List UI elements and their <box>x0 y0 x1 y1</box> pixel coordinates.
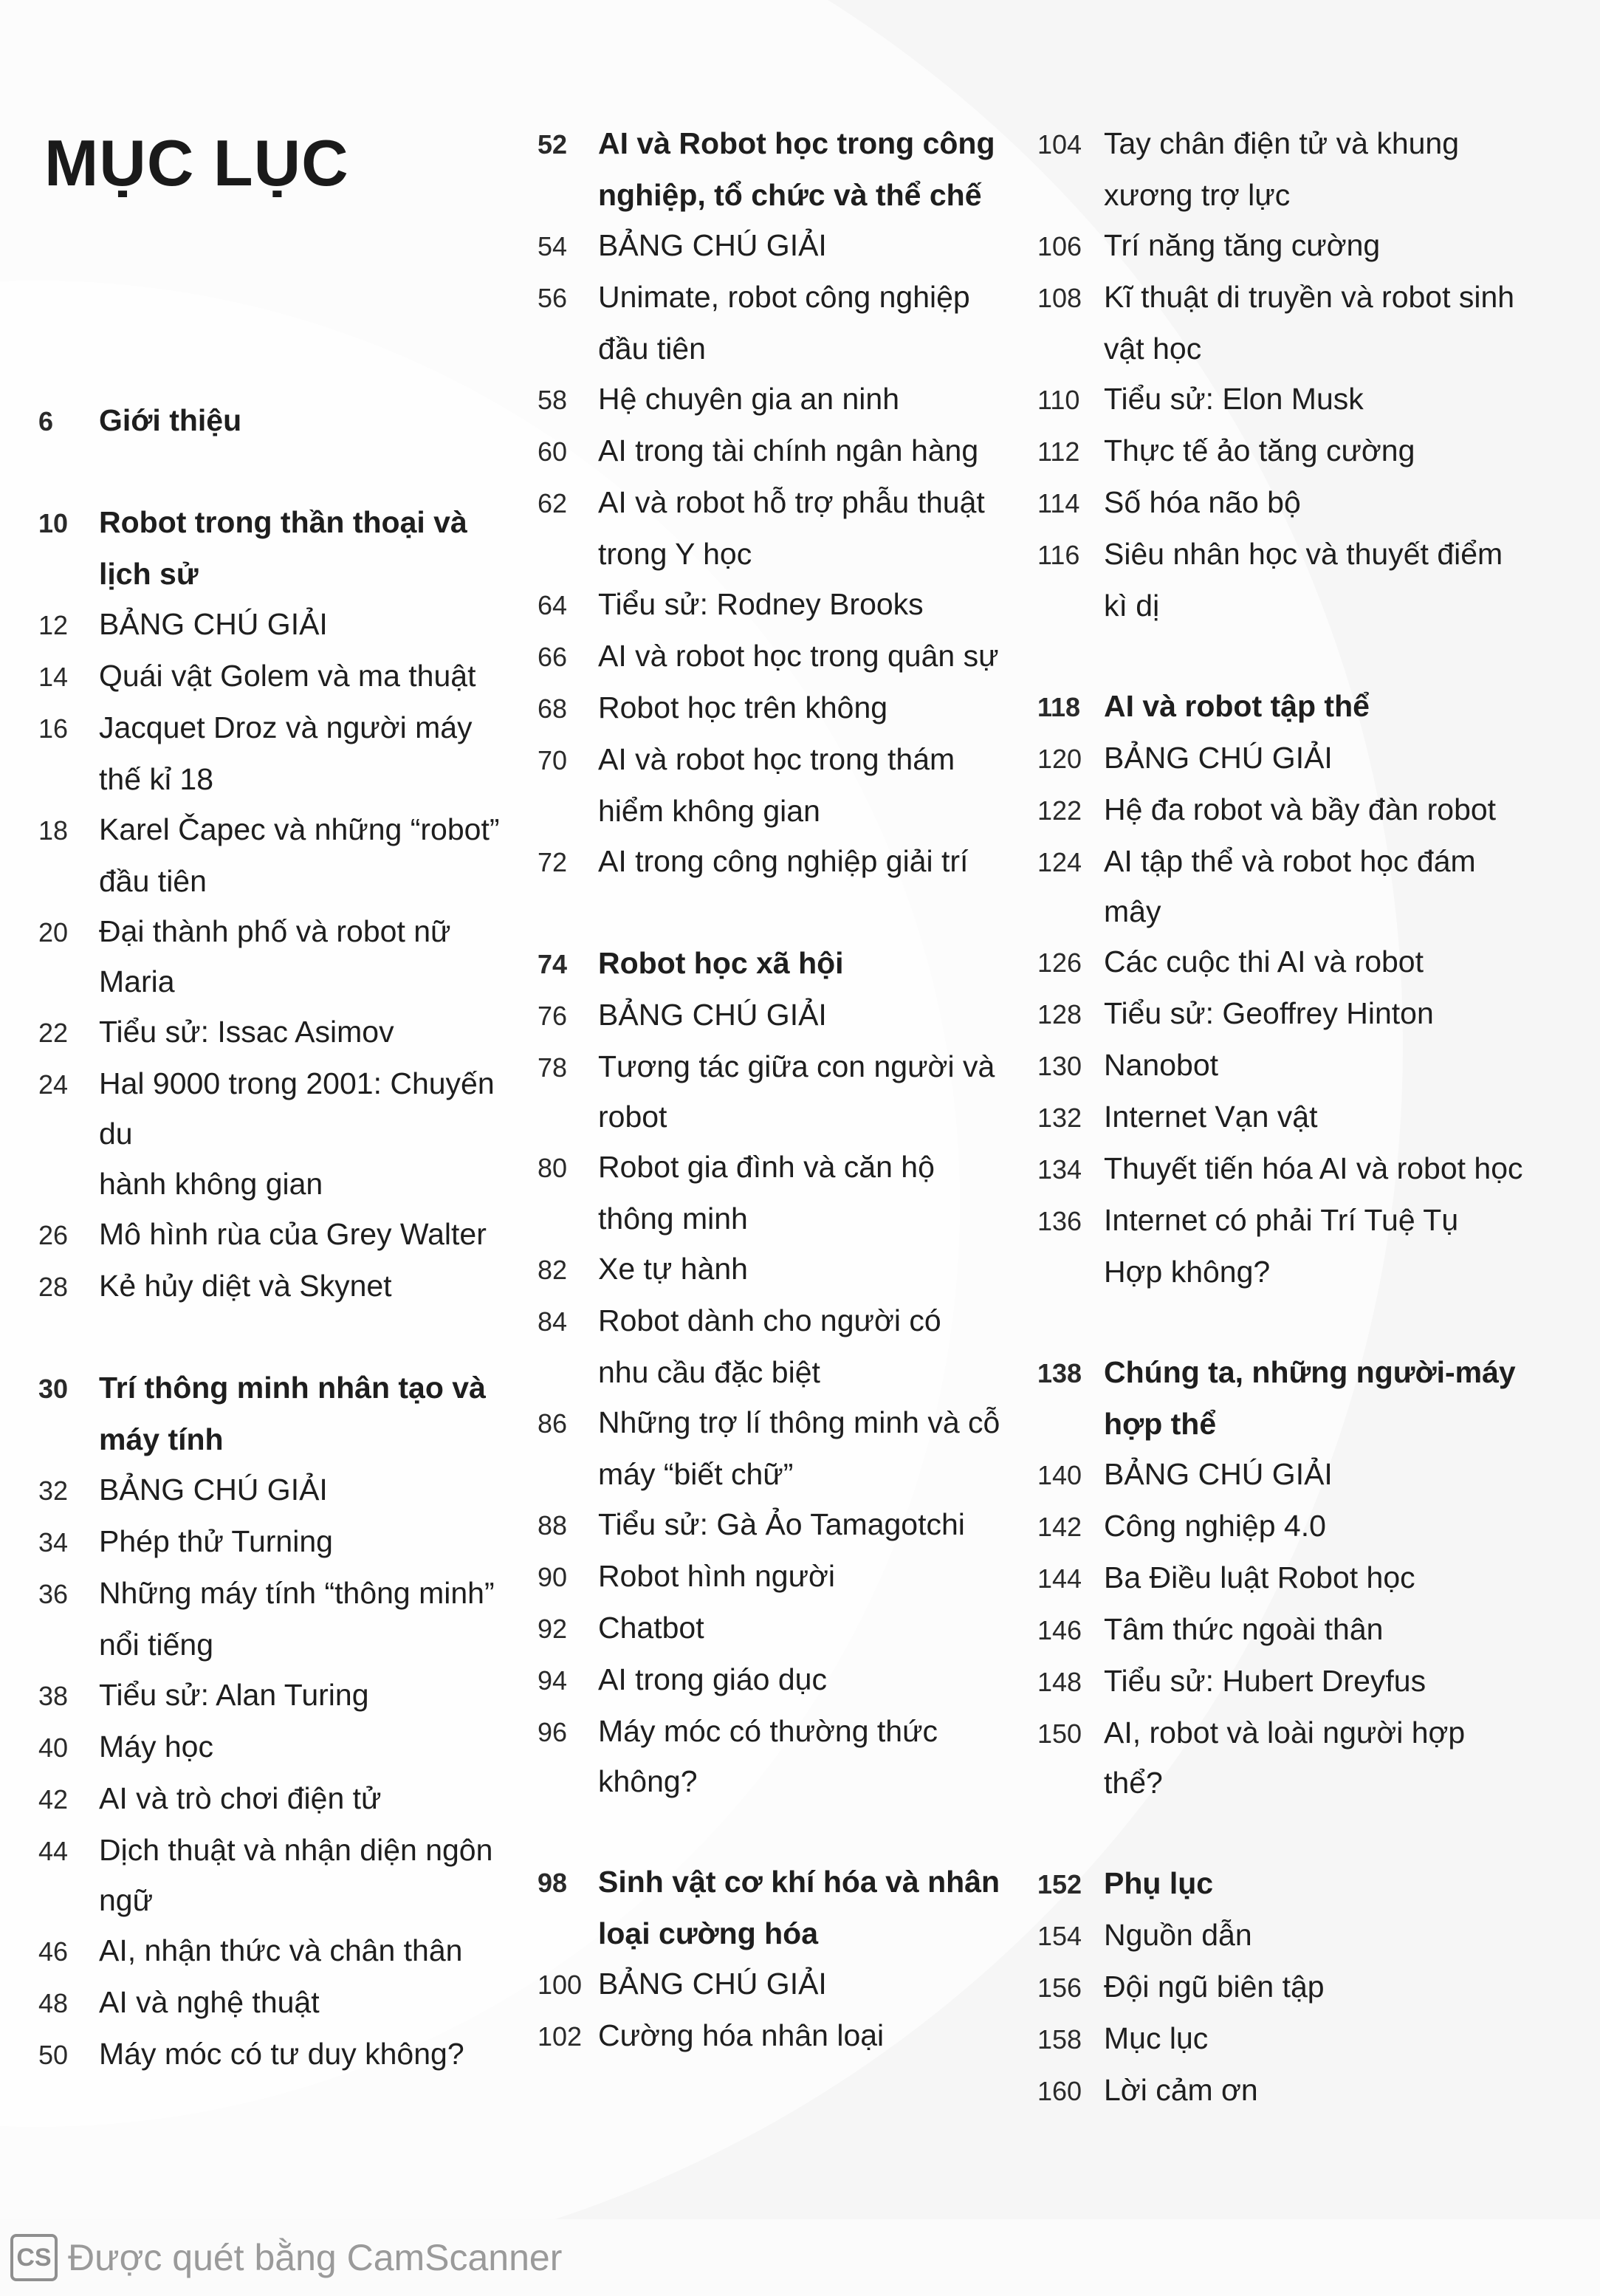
section-title: Phụ lục <box>1104 1866 1214 1900</box>
toc-entry <box>38 1670 511 1721</box>
toc-entry <box>538 1244 1010 1295</box>
section-title: Trí thông minh nhân tạo và <box>99 1371 486 1405</box>
toc-entry <box>538 1397 1010 1449</box>
entry-title: Hal 9000 trong 2001: Chuyến du <box>99 1066 495 1151</box>
toc-entry <box>38 1721 511 1773</box>
entry-title: Kẻ hủy diệt và Skynet <box>99 1269 392 1303</box>
page-number: 56 <box>538 283 568 313</box>
entry-title: xương trợ lực <box>1104 178 1291 212</box>
page-number: 108 <box>1037 283 1082 313</box>
entry-title: Tiểu sử: Elon Musk <box>1104 382 1364 416</box>
entry-title: AI và nghệ thuật <box>99 1985 320 2019</box>
entry-title: Dịch thuật và nhận diện ngôn ngữ <box>99 1833 493 1917</box>
entry-title: Máy móc có thường thức không? <box>598 1714 938 1798</box>
page-number: 68 <box>538 693 568 724</box>
page-number: 34 <box>38 1527 69 1557</box>
toc-entry <box>538 836 1010 888</box>
entry-title: BẢNG CHÚ GIẢI <box>1104 741 1333 775</box>
toc-section-heading <box>538 938 1010 990</box>
toc-entry <box>38 754 511 804</box>
page-number: 138 <box>1037 1358 1082 1388</box>
toc-entry <box>38 906 511 1007</box>
entry-title: Số hóa não bộ <box>1104 485 1301 519</box>
page-number: 64 <box>538 590 568 620</box>
page-number: 6 <box>38 406 54 436</box>
toc-entry <box>38 1977 511 2029</box>
entry-title: AI và trò chơi điện tử <box>99 1781 382 1815</box>
entry-title: Tiểu sử: Hubert Dreyfus <box>1104 1664 1426 1698</box>
entry-title: AI, robot và loài người hợp thể? <box>1104 1716 1466 1800</box>
toc-entry <box>1037 1092 1525 1143</box>
section-title: AI và robot tập thể <box>1104 689 1370 723</box>
entry-title: Phép thử Turning <box>99 1524 333 1558</box>
section-spacer <box>1037 1297 1525 1347</box>
toc-entry <box>1037 580 1525 631</box>
toc-section-heading <box>38 1363 511 1414</box>
toc-entry <box>538 579 1010 631</box>
entry-title: Đội ngũ biên tập <box>1104 1970 1325 2004</box>
toc-entry <box>1037 733 1525 784</box>
entry-title: AI và robot học trong thám <box>598 742 955 776</box>
page-number: 88 <box>538 1510 568 1541</box>
page-number: 52 <box>538 129 568 160</box>
page-number: 150 <box>1037 1718 1082 1749</box>
page-number: 84 <box>538 1306 568 1337</box>
toc-entry <box>38 599 511 651</box>
entry-title: Tiểu sử: Alan Turing <box>99 1678 369 1712</box>
section-spacer <box>38 1312 511 1363</box>
entry-title: Internet Vạn vật <box>1104 1100 1318 1134</box>
entry-title: BẢNG CHÚ GIẢI <box>99 1473 328 1507</box>
toc-column-1 <box>38 395 511 2080</box>
toc-entry <box>1037 1552 1525 1604</box>
page-number: 32 <box>38 1476 69 1506</box>
entry-title: Nanobot <box>1104 1048 1219 1082</box>
page-number: 126 <box>1037 947 1082 978</box>
entry-title: Hệ đa robot và bầy đàn robot <box>1104 792 1497 826</box>
entry-title: Unimate, robot công nghiệp <box>598 280 970 314</box>
page-number: 114 <box>1037 488 1080 518</box>
entry-title: đầu tiên <box>598 332 706 366</box>
page-number: 42 <box>38 1784 69 1814</box>
toc-entry <box>1037 784 1525 836</box>
page-number: 76 <box>538 1001 568 1031</box>
toc-entry <box>1037 1501 1525 1552</box>
entry-title: AI trong tài chính ngân hàng <box>598 434 979 467</box>
toc-section-heading <box>38 497 511 549</box>
entry-title: vật học <box>1104 332 1202 366</box>
toc-entry <box>538 1551 1010 1603</box>
entry-title: Ba Điều luật Robot học <box>1104 1560 1415 1594</box>
entry-title: BẢNG CHÚ GIẢI <box>598 1967 827 2001</box>
toc-section-heading <box>538 170 1010 220</box>
page-number: 30 <box>38 1374 69 1404</box>
toc-entry <box>1037 1707 1525 1808</box>
entry-title: Kĩ thuật di truyền và robot sinh <box>1104 280 1515 314</box>
toc-entry <box>38 1261 511 1312</box>
entry-title: AI trong công nghiệp giải trí <box>598 844 969 878</box>
entry-title: AI và robot học trong quân sự <box>598 639 999 673</box>
toc-entry <box>38 804 511 856</box>
page-number: 80 <box>538 1153 568 1183</box>
page-number: 18 <box>38 815 69 846</box>
toc-entry <box>538 1142 1010 1193</box>
page-number: 38 <box>38 1681 69 1711</box>
entry-title: Karel Čapec và những “robot” <box>99 812 500 846</box>
entry-title: máy “biết chữ” <box>598 1457 794 1491</box>
toc-entry <box>38 1773 511 1825</box>
entry-title: Hệ chuyên gia an ninh <box>598 382 900 416</box>
toc-entry <box>538 734 1010 786</box>
page-number: 94 <box>538 1665 568 1696</box>
section-title: AI và Robot học trong công <box>598 126 995 160</box>
section-title: Robot trong thần thoại và <box>99 505 467 539</box>
entry-title: hành không gian <box>99 1167 323 1201</box>
entry-title: BẢNG CHÚ GIẢI <box>598 998 827 1032</box>
page-number: 104 <box>1037 129 1082 160</box>
toc-column-3 <box>1037 118 1525 2117</box>
page-number: 66 <box>538 642 568 672</box>
entry-title: Máy móc có tư duy không? <box>99 2037 464 2071</box>
page-number: 40 <box>38 1733 69 1763</box>
entry-title: Công nghiệp 4.0 <box>1104 1509 1326 1543</box>
page-number: 136 <box>1037 1206 1082 1236</box>
toc-entry <box>538 1041 1010 1142</box>
page-number: 14 <box>38 662 69 692</box>
section-title: Giới thiệu <box>99 403 242 437</box>
toc-entry <box>538 529 1010 579</box>
toc-entry <box>1037 1910 1525 1961</box>
page-number: 48 <box>38 1988 69 2018</box>
entry-title: thế kỉ 18 <box>99 762 213 796</box>
toc-entry <box>38 1209 511 1261</box>
page-number: 152 <box>1037 1869 1082 1899</box>
entry-title: nổi tiếng <box>99 1628 214 1662</box>
entry-title: Tiểu sử: Geoffrey Hinton <box>1104 996 1434 1030</box>
page-number: 134 <box>1037 1154 1082 1185</box>
page-number: 124 <box>1037 847 1082 877</box>
page-number: 58 <box>538 385 568 415</box>
entry-title: Tiểu sử: Issac Asimov <box>99 1015 394 1049</box>
entry-title: Máy học <box>99 1730 213 1764</box>
entry-title: Tương tác giữa con người và robot <box>598 1049 995 1134</box>
toc-entry <box>38 1825 511 1925</box>
toc-entry <box>538 1347 1010 1397</box>
entry-title: Đại thành phố và robot nữ Maria <box>99 914 451 998</box>
toc-entry <box>538 1499 1010 1551</box>
page-number: 86 <box>538 1408 568 1439</box>
toc-section-heading <box>1037 1399 1525 1449</box>
section-title: máy tính <box>99 1422 224 1456</box>
toc-section-heading <box>1037 1347 1525 1399</box>
entry-title: AI tập thể và robot học đám mây <box>1104 844 1476 928</box>
entry-title: trong Y học <box>598 537 752 571</box>
page-number: 92 <box>538 1614 568 1644</box>
page-number: 22 <box>38 1018 69 1048</box>
entry-title: nhu cầu đặc biệt <box>598 1355 820 1389</box>
page-number: 116 <box>1037 540 1080 570</box>
entry-title: Quái vật Golem và ma thuật <box>99 659 476 693</box>
page-number: 78 <box>538 1052 568 1083</box>
scanner-watermark-text: Được quét bằng CamScanner <box>68 2237 563 2278</box>
entry-title: Chatbot <box>598 1611 704 1645</box>
toc-entry <box>538 323 1010 374</box>
toc-section-heading <box>538 1908 1010 1959</box>
scanner-footer <box>0 2219 1600 2296</box>
page-number: 100 <box>538 1970 583 2000</box>
toc-entry <box>38 651 511 702</box>
page-number: 74 <box>538 949 568 979</box>
page-number: 60 <box>538 436 568 467</box>
toc-section-heading <box>38 1414 511 1464</box>
section-title: lịch sử <box>99 557 199 591</box>
toc-entry <box>538 1295 1010 1347</box>
page-number: 24 <box>38 1069 69 1100</box>
toc-entry <box>38 1464 511 1516</box>
toc-entry <box>1037 1961 1525 2013</box>
entry-title: AI, nhận thức và chân thân <box>99 1933 463 1967</box>
section-spacer <box>1037 1808 1525 1858</box>
entry-title: Tiểu sử: Rodney Brooks <box>598 587 924 621</box>
toc-section-heading <box>1037 1858 1525 1910</box>
entry-title: Cường hóa nhân loại <box>598 2018 885 2052</box>
section-spacer <box>1037 631 1525 681</box>
toc-entry <box>1037 529 1525 580</box>
section-title: Robot học xã hội <box>598 946 844 980</box>
section-title: hợp thể <box>1104 1407 1217 1441</box>
page-number: 160 <box>1037 2076 1082 2106</box>
page-number: 70 <box>538 745 568 775</box>
page-number: 156 <box>1037 1973 1082 2003</box>
page-number: 120 <box>1037 744 1082 774</box>
toc-entry <box>1037 220 1525 272</box>
toc-entry <box>1037 2065 1525 2117</box>
entry-title: Lời cảm ơn <box>1104 2073 1258 2107</box>
page-number: 50 <box>38 2040 69 2070</box>
page-title: MỤC LỤC <box>44 126 349 199</box>
entry-title: Robot học trên không <box>598 690 888 724</box>
entry-title: Tâm thức ngoài thân <box>1104 1612 1384 1646</box>
toc-column-2 <box>538 118 1010 2062</box>
toc-entry <box>1037 323 1525 374</box>
toc-entry <box>538 220 1010 272</box>
entry-title: Những máy tính “thông minh” <box>99 1576 495 1610</box>
toc-entry <box>538 477 1010 529</box>
toc-entry <box>538 990 1010 1041</box>
page-number: 10 <box>38 508 69 538</box>
page-number: 144 <box>1037 1563 1082 1594</box>
page-number: 82 <box>538 1255 568 1285</box>
section-title: nghiệp, tổ chức và thể chế <box>598 178 982 212</box>
page-number: 142 <box>1037 1512 1082 1542</box>
page-number: 110 <box>1037 385 1080 415</box>
toc-entry <box>538 1449 1010 1499</box>
toc-entry <box>1037 374 1525 425</box>
toc-entry <box>538 1654 1010 1706</box>
entry-title: Xe tự hành <box>598 1252 748 1286</box>
entry-title: Internet có phải Trí Tuệ Tụ <box>1104 1203 1459 1237</box>
toc-entry <box>538 1603 1010 1654</box>
section-spacer <box>538 888 1010 938</box>
entry-title: Mô hình rùa của Grey Walter <box>99 1217 487 1251</box>
toc-entry <box>38 2029 511 2080</box>
entry-title: Mục lục <box>1104 2021 1209 2055</box>
page-number: 28 <box>38 1272 69 1302</box>
entry-title: BẢNG CHÚ GIẢI <box>1104 1457 1333 1491</box>
page-number: 140 <box>1037 1460 1082 1490</box>
entry-title: thông minh <box>598 1202 748 1236</box>
toc-section-heading <box>38 549 511 599</box>
page-number: 62 <box>538 488 568 518</box>
toc-entry <box>38 1058 511 1159</box>
toc-entry <box>1037 1195 1525 1247</box>
toc-entry <box>1037 936 1525 988</box>
toc-entry <box>538 786 1010 836</box>
page-number: 16 <box>38 713 69 744</box>
toc-entry <box>538 425 1010 477</box>
page-number: 44 <box>38 1836 69 1866</box>
toc-entry <box>538 1193 1010 1244</box>
page-number: 98 <box>538 1868 568 1898</box>
entry-title: Hợp không? <box>1104 1255 1271 1289</box>
page-number: 46 <box>38 1936 69 1967</box>
toc-entry <box>38 1568 511 1620</box>
entry-title: Robot hình người <box>598 1559 836 1593</box>
toc-entry <box>538 631 1010 682</box>
page-number: 20 <box>38 917 69 947</box>
page-number: 102 <box>538 2021 583 2052</box>
entry-title: BẢNG CHÚ GIẢI <box>598 228 827 262</box>
page-number: 158 <box>1037 2024 1082 2055</box>
toc-entry <box>1037 425 1525 477</box>
page-number: 132 <box>1037 1103 1082 1133</box>
toc-entry <box>1037 1656 1525 1707</box>
entry-title: đầu tiên <box>99 864 207 898</box>
toc-entry <box>1037 2013 1525 2065</box>
toc-entry <box>38 1516 511 1568</box>
entry-title: BẢNG CHÚ GIẢI <box>99 607 328 641</box>
toc-entry <box>538 272 1010 323</box>
toc-entry <box>1037 118 1525 170</box>
toc-entry <box>1037 836 1525 936</box>
toc-entry <box>1037 170 1525 220</box>
page-number: 12 <box>38 610 69 640</box>
page-number: 90 <box>538 1562 568 1592</box>
page-number: 36 <box>38 1579 69 1609</box>
page-number: 96 <box>538 1717 568 1747</box>
toc-section-heading <box>538 118 1010 170</box>
entry-title: AI và robot hỗ trợ phẫu thuật <box>598 485 985 519</box>
toc-entry <box>1037 477 1525 529</box>
entry-title: Tiểu sử: Gà Ảo Tamagotchi <box>598 1507 965 1541</box>
toc-entry <box>1037 1247 1525 1297</box>
entry-title: Tay chân điện tử và khung <box>1104 126 1460 160</box>
section-title: loại cường hóa <box>598 1916 819 1950</box>
toc-entry <box>1037 988 1525 1040</box>
page-number: 154 <box>1037 1921 1082 1951</box>
page-number: 128 <box>1037 999 1082 1029</box>
page-number: 118 <box>1037 692 1081 722</box>
entry-title: Thuyết tiến hóa AI và robot học <box>1104 1151 1523 1185</box>
entry-title: Những trợ lí thông minh và cỗ <box>598 1405 1000 1439</box>
toc-entry <box>38 702 511 754</box>
page-number: 72 <box>538 847 568 877</box>
page-number: 26 <box>38 1220 69 1250</box>
entry-title: AI trong giáo dục <box>598 1662 827 1696</box>
toc-entry <box>1037 1040 1525 1092</box>
toc-section-heading <box>38 395 511 447</box>
toc-section-heading <box>538 1857 1010 1908</box>
toc-entry <box>1037 1449 1525 1501</box>
entry-title: Robot dành cho người có <box>598 1303 941 1337</box>
page-number: 122 <box>1037 795 1082 826</box>
entry-title: Robot gia đình và căn hộ <box>598 1150 935 1184</box>
toc-entry <box>538 374 1010 425</box>
toc-entry <box>38 1620 511 1670</box>
toc-entry <box>38 1007 511 1058</box>
entry-title: Thực tế ảo tăng cường <box>1104 434 1415 467</box>
toc-entry <box>38 856 511 906</box>
section-title: Chúng ta, những người-máy <box>1104 1355 1516 1389</box>
page-number: 54 <box>538 231 568 261</box>
page-number: 106 <box>1037 231 1082 261</box>
entry-title: Siêu nhân học và thuyết điểm <box>1104 537 1503 571</box>
toc-entry <box>538 1706 1010 1806</box>
section-spacer <box>538 1806 1010 1857</box>
section-title: Sinh vật cơ khí hóa và nhân <box>598 1865 1000 1899</box>
toc-entry <box>38 1925 511 1977</box>
toc-entry <box>1037 1604 1525 1656</box>
toc-entry <box>1037 272 1525 323</box>
camscanner-logo-icon: CS <box>10 2234 58 2281</box>
toc-entry <box>538 2010 1010 2062</box>
entry-title: Các cuộc thi AI và robot <box>1104 945 1424 979</box>
entry-title: kì dị <box>1104 589 1160 623</box>
page-number: 112 <box>1037 436 1080 467</box>
page-number: 148 <box>1037 1667 1082 1697</box>
entry-title: Jacquet Droz và người máy <box>99 710 473 744</box>
page-number: 130 <box>1037 1051 1082 1081</box>
entry-title: Nguồn dẫn <box>1104 1918 1252 1952</box>
entry-title: hiểm không gian <box>598 794 820 828</box>
toc-entry <box>1037 1143 1525 1195</box>
toc-section-heading <box>1037 681 1525 733</box>
section-spacer <box>38 447 511 497</box>
entry-title: Trí năng tăng cường <box>1104 228 1381 262</box>
page-number: 146 <box>1037 1615 1082 1645</box>
toc-entry <box>538 1959 1010 2010</box>
toc-entry <box>38 1159 511 1209</box>
toc-entry <box>538 682 1010 734</box>
